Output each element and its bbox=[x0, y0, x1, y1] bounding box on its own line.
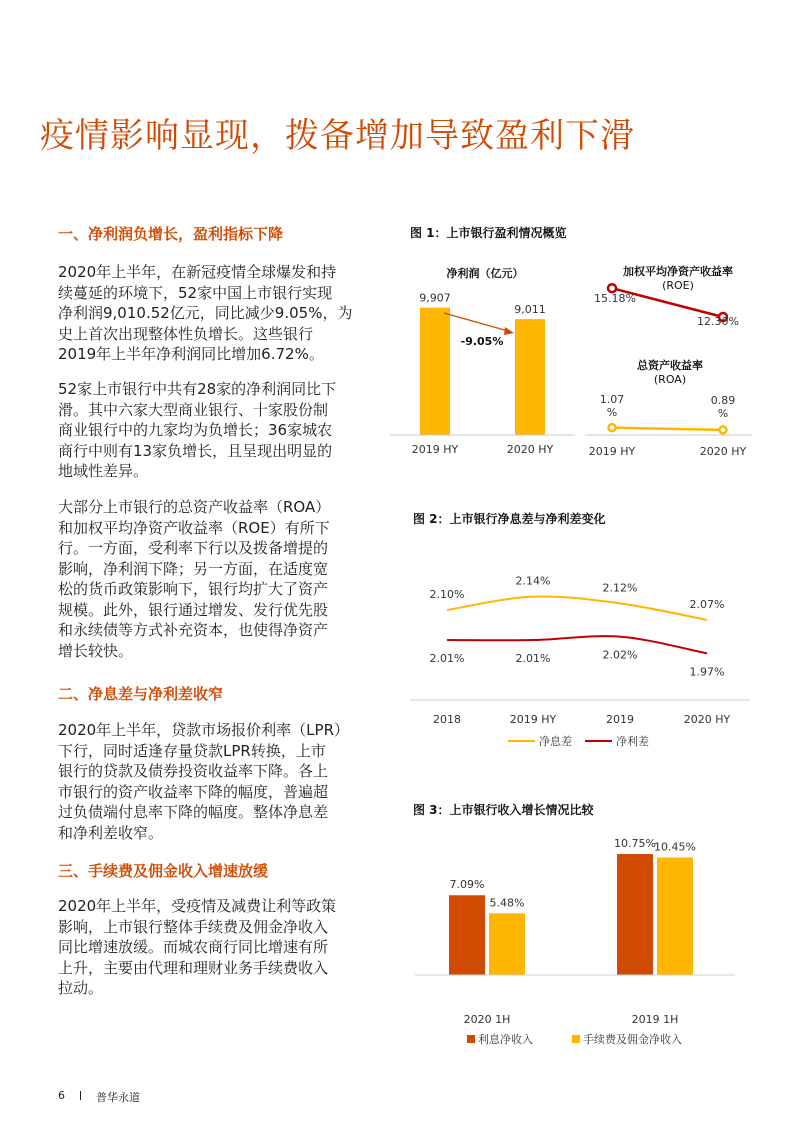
fig1-roe-title: 加权平均净资产收益率 bbox=[623, 265, 733, 278]
fig3-bar-label: 7.09% bbox=[449, 878, 485, 892]
fig3-legend-fee: 手续费及佣金净收入 bbox=[583, 1033, 682, 1046]
fig3-bar-interest-2019 bbox=[617, 854, 653, 975]
fig1-roe-label-2020hy: 12.30% bbox=[697, 315, 739, 328]
footer-divider bbox=[80, 1091, 81, 1100]
fig3-bar-fee-2019 bbox=[657, 857, 693, 975]
fig2-xtick: 2019 HY bbox=[509, 713, 557, 726]
fig2-spread-label: 2.01% bbox=[429, 652, 465, 665]
fig2-nim-label: 2.14% bbox=[515, 574, 551, 588]
fig1-roe-title-line2: (ROE) bbox=[662, 279, 694, 292]
fig3-legend-swatch-interest bbox=[467, 1035, 475, 1043]
fig3-xtick-2019: 2019 1H bbox=[631, 1013, 679, 1026]
figure-2-caption: 图 2：上市银行净息差与净利差变化 bbox=[413, 512, 606, 526]
fig2-nim-label: 2.07% bbox=[689, 598, 725, 611]
fig2-nim-label: 2.12% bbox=[602, 581, 638, 595]
fig2-spread-label: 2.02% bbox=[602, 648, 638, 662]
footer-brand: 普华永道 bbox=[96, 1091, 140, 1104]
fig3-legend-swatch-fee bbox=[572, 1035, 580, 1043]
paragraph: 2020年上半年，在新冠疫情全球爆发和持 续蔓延的环境下，52家中国上市银行实现 净利润9,010.52亿元，同比减少9.05%，为 史上首次出现整体性负增长。这些银行 2019年上半年净利润同比增加6.72%。 bbox=[58, 263, 353, 363]
fig2-legend-nim: 净息差 bbox=[539, 735, 572, 748]
fig1-roa-label-2020hy: 0.89 bbox=[710, 394, 736, 407]
fig1-bar-2020hy bbox=[515, 319, 545, 435]
fig1-bar-label-2020hy: 9,011 bbox=[514, 303, 546, 317]
paragraph: 52家上市银行中共有28家的净利润同比下 滑。其中六家大型商业银行、十家股份制 商业银行中的九家均为负增长；36家城农 商行中则有13家负增长，且呈现出明显的 地域性差异。 bbox=[58, 380, 337, 480]
section-heading-profit: 一、净利润负增长，盈利指标下降 bbox=[58, 225, 284, 243]
fig1-change-arrowhead bbox=[504, 327, 514, 335]
paragraph: 2020年上半年，受疫情及减费让利等政策 影响，上市银行整体手续费及佣金净收入 同比增速放缓。而城农商行同比增速有所 上升，主要由代理和理财业务手续费收入 拉动。 bbox=[58, 897, 337, 997]
paragraph: 2020年上半年，贷款市场报价利率（LPR） 下行，同时适逢存量贷款LPR转换，上市 银行的贷款及债券投资收益率下降。各上 市银行的资产收益率下降的幅度，普遍超 过负债端付息率下降的幅度。整体净息差 和净利差收窄。 bbox=[58, 721, 350, 842]
paragraph: 大部分上市银行的总资产收益率（ROA） 和加权平均净资产收益率（ROE）有所下 行。一方面，受利率下行以及拨备增提的 影响，净利润下降；另一方面，在适度宽 松的货币政策影响下，银行均扩大了资产 规模。此外，银行通过增发、发行优先股 和永续债等方式补充资本，也使得净资产 增长较快。 bbox=[58, 498, 331, 660]
fig3-legend-interest: 利息净收入 bbox=[478, 1033, 533, 1046]
fig3-bar-label: 10.45% bbox=[654, 840, 696, 854]
figure-1-caption: 图 1：上市银行盈利情况概览 bbox=[410, 226, 567, 240]
fig1-roa-line bbox=[612, 428, 723, 430]
fig1-roa-title-line2: (ROA) bbox=[653, 373, 687, 386]
fig1-roa-point-2020hy bbox=[720, 426, 727, 433]
fig2-legend-spread: 净利差 bbox=[616, 735, 649, 748]
fig3-bar-interest-2020 bbox=[449, 895, 485, 975]
fig2-xtick: 2019 bbox=[606, 713, 634, 726]
fig1-bar-title: 净利润（亿元） bbox=[446, 267, 524, 280]
fig1-bar-label-2019hy: 9,907 bbox=[419, 291, 451, 305]
fig1-roa-label-2019hy: 1.07 bbox=[599, 393, 625, 406]
fig3-bar-label: 5.48% bbox=[489, 896, 525, 910]
fig2-spread-label: 1.97% bbox=[689, 665, 725, 679]
fig3-bar-fee-2020 bbox=[489, 913, 525, 975]
fig2-spread-label: 2.01% bbox=[515, 652, 551, 665]
fig2-line-spread bbox=[447, 636, 707, 653]
fig1-roe-point-2019hy bbox=[608, 284, 616, 292]
fig1-xtick-2020hy: 2020 HY bbox=[506, 443, 554, 456]
fig2-line-nim bbox=[447, 596, 707, 620]
fig1-roa-point-2019hy bbox=[609, 424, 616, 431]
fig1-change-label: -9.05% bbox=[460, 335, 504, 348]
fig1-roe-xtick-2019hy: 2019 HY bbox=[588, 445, 636, 458]
figure-3-chart bbox=[405, 830, 765, 1055]
fig2-xtick: 2018 bbox=[433, 713, 461, 726]
fig1-roa-unit-2019hy: % bbox=[606, 406, 618, 419]
figure-1-chart bbox=[390, 245, 770, 470]
fig1-roe-label-2019hy: 15.18% bbox=[594, 292, 636, 305]
figure-3-caption: 图 3：上市银行收入增长情况比较 bbox=[413, 803, 594, 817]
page-number: 6 bbox=[58, 1089, 65, 1102]
fig1-change-arrow bbox=[444, 313, 508, 331]
fig1-roe-xtick-2020hy: 2020 HY bbox=[699, 445, 747, 458]
fig3-bar-label: 10.75% bbox=[614, 837, 656, 851]
fig1-roa-title: 总资产收益率 bbox=[637, 359, 703, 372]
section-heading-fees: 三、手续费及佣金收入增速放缓 bbox=[58, 862, 269, 880]
figure-2-chart bbox=[405, 540, 765, 755]
page-title: 疫情影响显现，拨备增加导致盈利下滑 bbox=[40, 116, 635, 156]
fig2-xtick: 2020 HY bbox=[683, 713, 731, 726]
fig3-xtick-2020: 2020 1H bbox=[463, 1013, 511, 1026]
fig1-xtick-2019hy: 2019 HY bbox=[411, 443, 459, 456]
fig2-nim-label: 2.10% bbox=[429, 588, 465, 601]
fig1-roa-unit-2020hy: % bbox=[717, 407, 729, 420]
fig1-bar-2019hy bbox=[420, 308, 450, 435]
section-heading-margin: 二、净息差与净利差收窄 bbox=[58, 685, 224, 703]
